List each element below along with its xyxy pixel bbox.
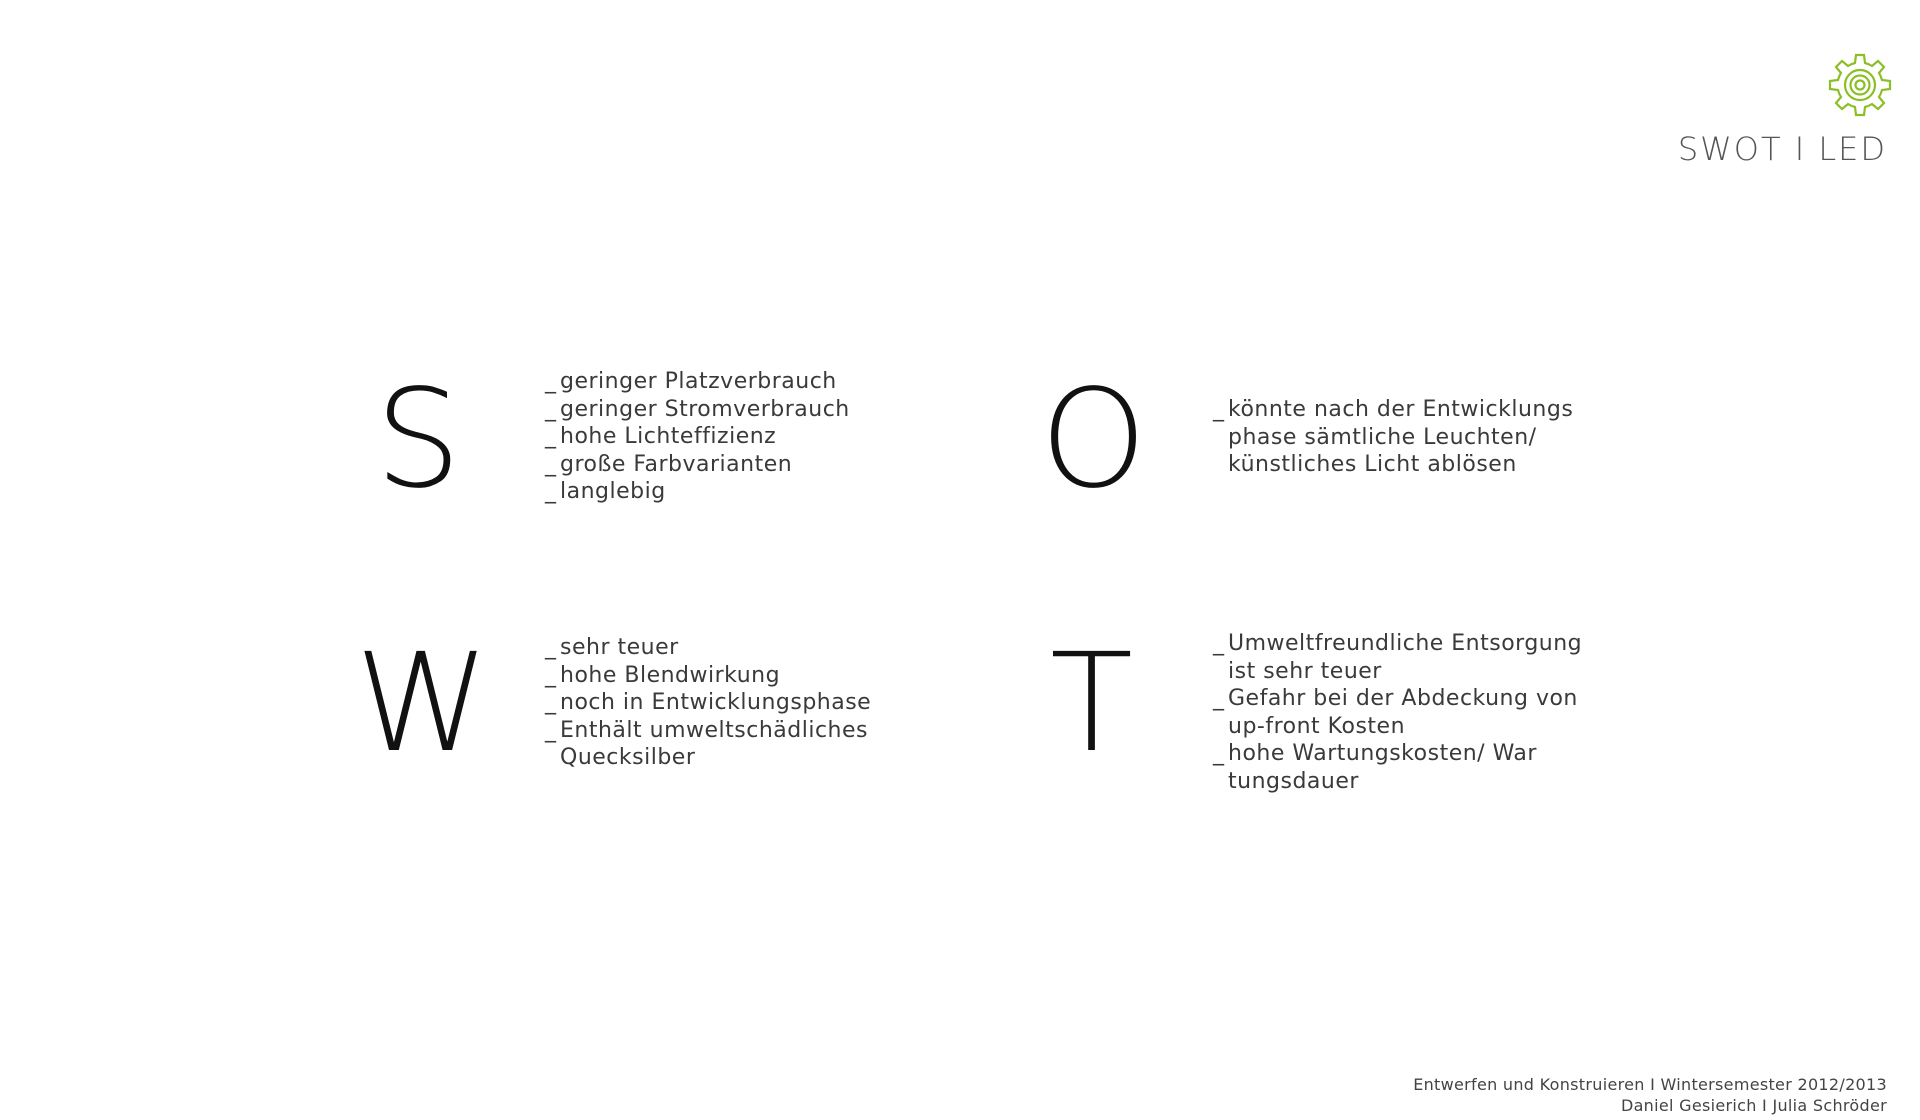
list-item: _ hohe Blendwirkung bbox=[545, 662, 871, 690]
list-item: _ geringer Platzverbrauch bbox=[545, 368, 850, 396]
footer-course: Entwerfen und Konstruieren I Wintersemester 2012/2013 bbox=[1413, 1075, 1887, 1094]
strengths-list bbox=[545, 368, 850, 506]
swot-letter-opportunities: O bbox=[1040, 361, 1148, 519]
list-item: _ hohe Wartungskosten/ War tungsdauer bbox=[1213, 740, 1582, 795]
list-item: _ Enthält umweltschädliches Quecksilber bbox=[545, 717, 871, 772]
opportunities-list bbox=[1213, 396, 1573, 479]
swot-letter-threats: T bbox=[1050, 625, 1134, 783]
list-item: _ hohe Lichteffizienz bbox=[545, 423, 850, 451]
list-item: _ langlebig bbox=[545, 478, 850, 506]
list-item: _ Umweltfreundliche Entsorgung ist sehr teuer bbox=[1213, 630, 1582, 685]
footer-authors: Daniel Gesierich I Julia Schröder bbox=[1620, 1096, 1887, 1115]
swot-letter-strengths: S bbox=[375, 361, 462, 519]
weaknesses-list bbox=[545, 634, 871, 772]
page-title: SWOT I LED bbox=[1677, 130, 1887, 168]
list-item: _ noch in Entwicklungsphase bbox=[545, 689, 871, 717]
list-item: _ könnte nach der Entwicklungs phase sämtliche Leuchten/ künstliches Licht ablösen bbox=[1213, 396, 1573, 479]
footer-credits bbox=[1413, 1074, 1887, 1116]
threats-list bbox=[1213, 630, 1582, 795]
gear-target-icon bbox=[1826, 52, 1894, 120]
list-item: _ geringer Stromverbrauch bbox=[545, 396, 850, 424]
list-item: _ sehr teuer bbox=[545, 634, 871, 662]
list-item: _ Gefahr bei der Abdeckung von up-front Kosten bbox=[1213, 685, 1582, 740]
swot-letter-weaknesses: W bbox=[355, 625, 490, 783]
list-item: _ große Farbvarianten bbox=[545, 451, 850, 479]
